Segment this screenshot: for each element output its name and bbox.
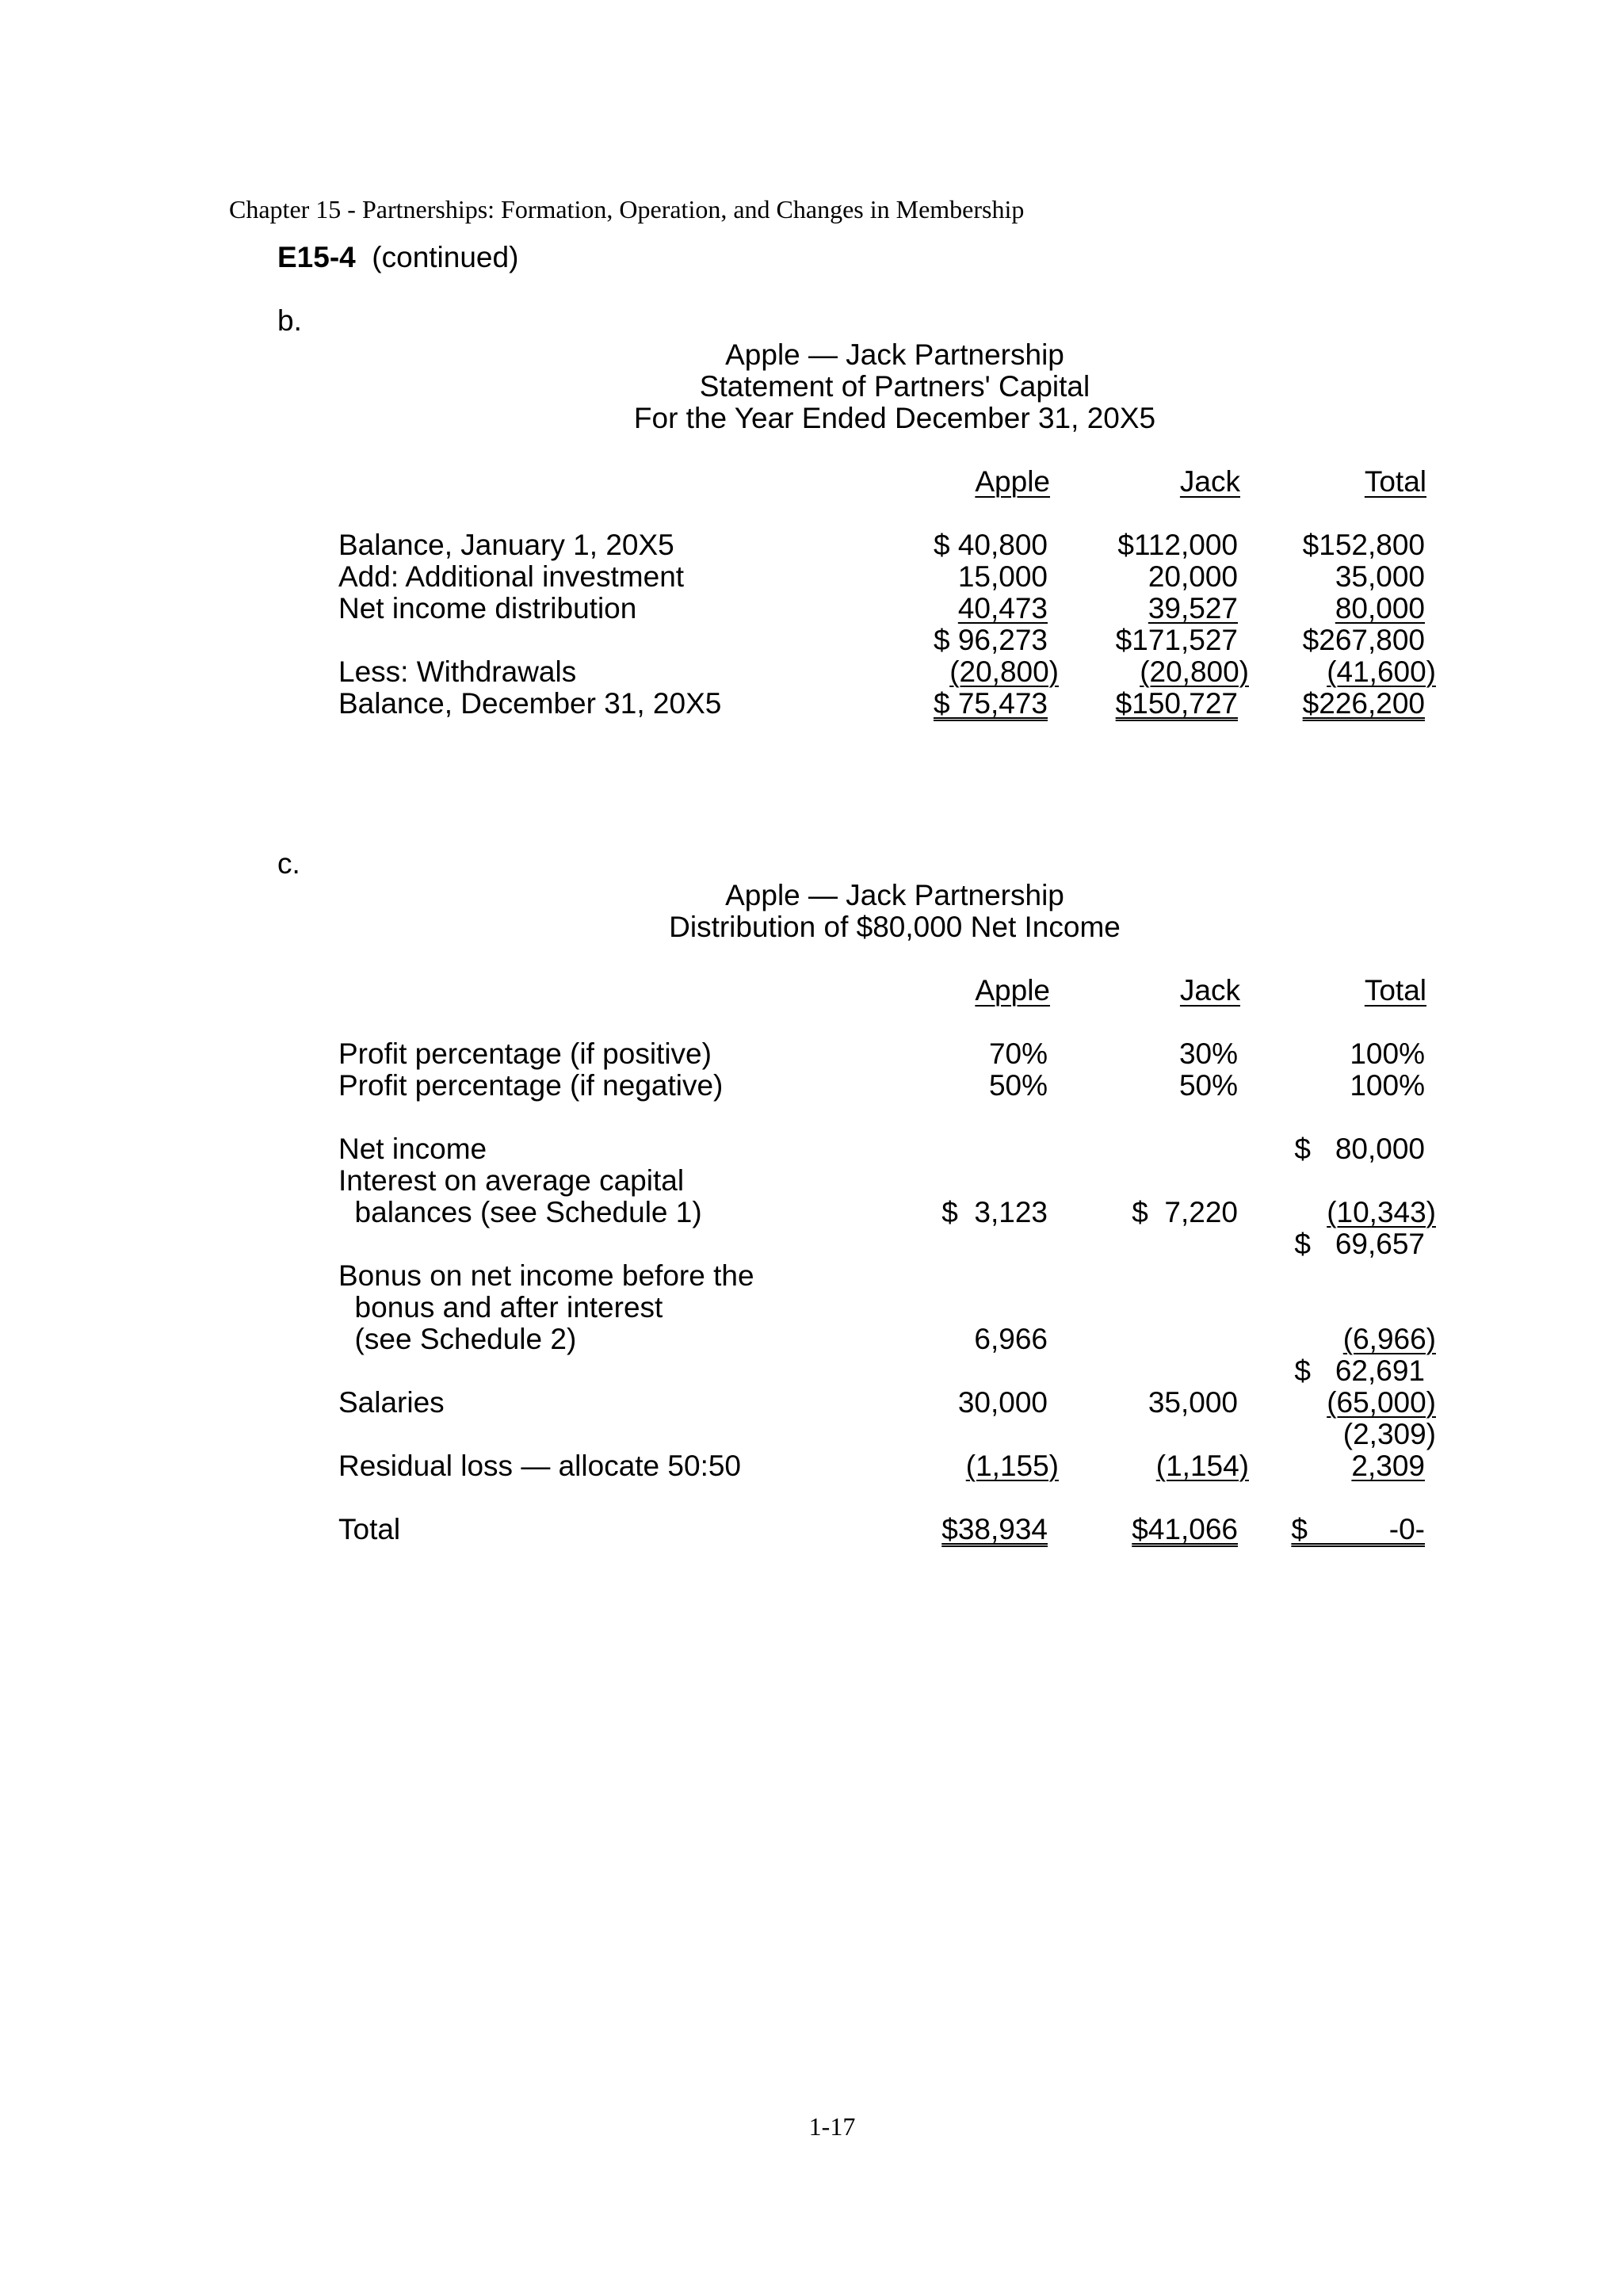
c-cell-apple: 6,966 <box>974 1323 1048 1355</box>
b-cell-total: $267,800 <box>1302 624 1425 656</box>
b-cell-apple: $ 40,800 <box>933 529 1048 561</box>
c-label-interest-cont: balances (see Schedule 1) <box>338 1196 702 1228</box>
c-cell-subtotal: (2,309) <box>1342 1418 1436 1450</box>
part-c-title-1: Apple — Jack Partnership <box>725 879 1064 911</box>
c-cell-total: (65,000) <box>1327 1386 1436 1419</box>
c-label-bonus: Bonus on net income before the <box>338 1259 754 1292</box>
c-cell-total: (6,966) <box>1342 1323 1436 1355</box>
page-number: 1-17 <box>808 2112 856 2141</box>
c-cell-apple: (1,155) <box>965 1450 1059 1482</box>
c-label-bonus-schedule: (see Schedule 2) <box>338 1323 577 1355</box>
c-cell-jack: $41,066 <box>1132 1513 1238 1545</box>
b-cell-apple: 40,473 <box>957 592 1048 625</box>
b-cell-jack: (20,800) <box>1140 655 1249 688</box>
c-cell-total: 100% <box>1350 1069 1425 1102</box>
b-cell-total: $152,800 <box>1302 529 1425 561</box>
b-cell-total: 35,000 <box>1335 560 1425 593</box>
c-label-profit-negative: Profit percentage (if negative) <box>338 1069 724 1102</box>
c-label-salaries: Salaries <box>338 1386 445 1419</box>
b-cell-jack: $112,000 <box>1117 529 1238 561</box>
c-cell-apple: 30,000 <box>957 1386 1048 1419</box>
b-cell-total: 80,000 <box>1335 592 1425 625</box>
b-cell-total: $226,200 <box>1302 687 1425 720</box>
part-b-title-2: Statement of Partners' Capital <box>699 370 1090 403</box>
c-label-total: Total <box>338 1513 401 1545</box>
b-cell-jack: 20,000 <box>1148 560 1238 593</box>
c-cell-apple: $ 3,123 <box>941 1196 1048 1228</box>
part-c-letter: c. <box>277 847 300 880</box>
b-row-label: Balance, January 1, 20X5 <box>338 529 674 561</box>
c-cell-apple: 70% <box>988 1037 1048 1070</box>
c-cell-jack: 30% <box>1178 1037 1238 1070</box>
b-row-label: Balance, December 31, 20X5 <box>338 687 722 720</box>
c-label-interest: Interest on average capital <box>338 1164 685 1197</box>
c-label-residual: Residual loss — allocate 50:50 <box>338 1450 742 1482</box>
b-row-label: Less: Withdrawals <box>338 655 577 688</box>
c-cell-jack: $ 7,220 <box>1132 1196 1238 1228</box>
b-cell-apple: 15,000 <box>957 560 1048 593</box>
c-label-net-income: Net income <box>338 1133 487 1165</box>
b-col-apple: Apple <box>975 465 1050 498</box>
b-cell-total: (41,600) <box>1327 655 1436 688</box>
c-cell-apple: $38,934 <box>941 1513 1048 1545</box>
c-cell-total: 2,309 <box>1351 1450 1425 1482</box>
c-col-jack: Jack <box>1179 974 1240 1007</box>
c-cell-total: $ -0- <box>1291 1513 1425 1545</box>
c-label-bonus-cont: bonus and after interest <box>338 1291 663 1324</box>
b-col-total: Total <box>1364 465 1426 498</box>
b-cell-jack: 39,527 <box>1148 592 1238 625</box>
part-b-title-1: Apple — Jack Partnership <box>725 338 1064 371</box>
b-cell-jack: $171,527 <box>1115 624 1238 656</box>
exercise-heading <box>277 242 518 273</box>
c-cell-jack: (1,154) <box>1155 1450 1249 1482</box>
c-cell-total: (10,343) <box>1327 1196 1436 1228</box>
c-cell-total: $ 80,000 <box>1294 1133 1425 1165</box>
c-cell-jack: 35,000 <box>1148 1386 1238 1419</box>
part-b-title-3: For the Year Ended December 31, 20X5 <box>633 402 1156 434</box>
c-cell-apple: 50% <box>988 1069 1048 1102</box>
b-col-jack: Jack <box>1179 465 1240 498</box>
c-cell-total: 100% <box>1350 1037 1425 1070</box>
c-cell-jack: 50% <box>1178 1069 1238 1102</box>
b-cell-jack: $150,727 <box>1115 687 1238 720</box>
b-cell-apple: $ 75,473 <box>933 687 1048 720</box>
part-b-letter: b. <box>277 304 302 337</box>
c-col-apple: Apple <box>975 974 1050 1007</box>
c-cell-subtotal: $ 62,691 <box>1294 1354 1425 1387</box>
b-cell-apple: $ 96,273 <box>933 624 1048 656</box>
c-col-total: Total <box>1364 974 1426 1007</box>
part-c-title-2: Distribution of $80,000 Net Income <box>669 911 1121 943</box>
b-row-label: Net income distribution <box>338 592 637 625</box>
exercise-id: E15-4 <box>277 241 356 273</box>
c-label-profit-positive: Profit percentage (if positive) <box>338 1037 712 1070</box>
exercise-note: (continued) <box>372 241 519 273</box>
b-cell-apple: (20,800) <box>949 655 1059 688</box>
c-cell-subtotal: $ 69,657 <box>1294 1228 1425 1260</box>
chapter-header: Chapter 15 - Partnerships: Formation, Operation, and Changes in Membership <box>229 195 1025 223</box>
b-row-label: Add: Additional investment <box>338 560 685 593</box>
